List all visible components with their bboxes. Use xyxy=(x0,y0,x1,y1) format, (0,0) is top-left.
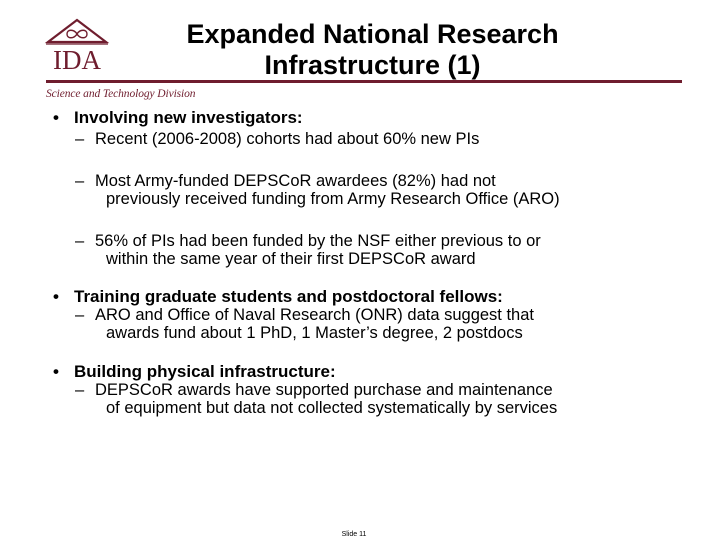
slide-title xyxy=(120,19,625,81)
title-line-2: Infrastructure (1) xyxy=(264,50,481,80)
ida-logo xyxy=(42,18,112,73)
sub-text-cont: within the same year of their first DEPSCoR award xyxy=(106,250,476,268)
sub-text: DEPSCoR awards have supported purchase and maintenance xyxy=(95,381,553,399)
slide-number: Slide 11 xyxy=(341,531,367,538)
division-name: Science and Technology Division xyxy=(46,88,196,100)
sub-text-cont: awards fund about 1 PhD, 1 Master’s degree, 2 postdocs xyxy=(106,324,523,342)
sub-text: ARO and Office of Naval Research (ONR) data suggest that xyxy=(95,306,534,324)
bullet-dot: • xyxy=(53,108,59,127)
header-rule xyxy=(46,80,682,83)
ida-logo-graphic xyxy=(42,18,112,73)
sub-dash: – xyxy=(75,130,85,148)
title-line-1: Expanded National Research xyxy=(186,19,559,49)
sub-text: Most Army-funded DEPSCoR awardees (82%) had not xyxy=(95,172,496,190)
sub-text-cont: previously received funding from Army Research Office (ARO) xyxy=(106,190,560,208)
sub-text: Recent (2006-2008) cohorts had about 60% new PIs xyxy=(95,130,480,148)
logo-text: IDA xyxy=(53,45,101,73)
bullet-text: Involving new investigators: xyxy=(74,108,303,127)
bullet-dot: • xyxy=(53,362,59,381)
bullet-text: Building physical infrastructure: xyxy=(74,362,336,381)
sub-dash: – xyxy=(75,172,85,190)
bullet-text: Training graduate students and postdoctoral fellows: xyxy=(74,287,503,306)
sub-dash: – xyxy=(75,381,85,399)
sub-dash: – xyxy=(75,306,85,324)
sub-dash: – xyxy=(75,232,85,250)
sub-text-cont: of equipment but data not collected systematically by services xyxy=(106,399,558,417)
bullet-dot: • xyxy=(53,287,59,306)
sub-text: 56% of PIs had been funded by the NSF either previous to or xyxy=(95,232,541,250)
